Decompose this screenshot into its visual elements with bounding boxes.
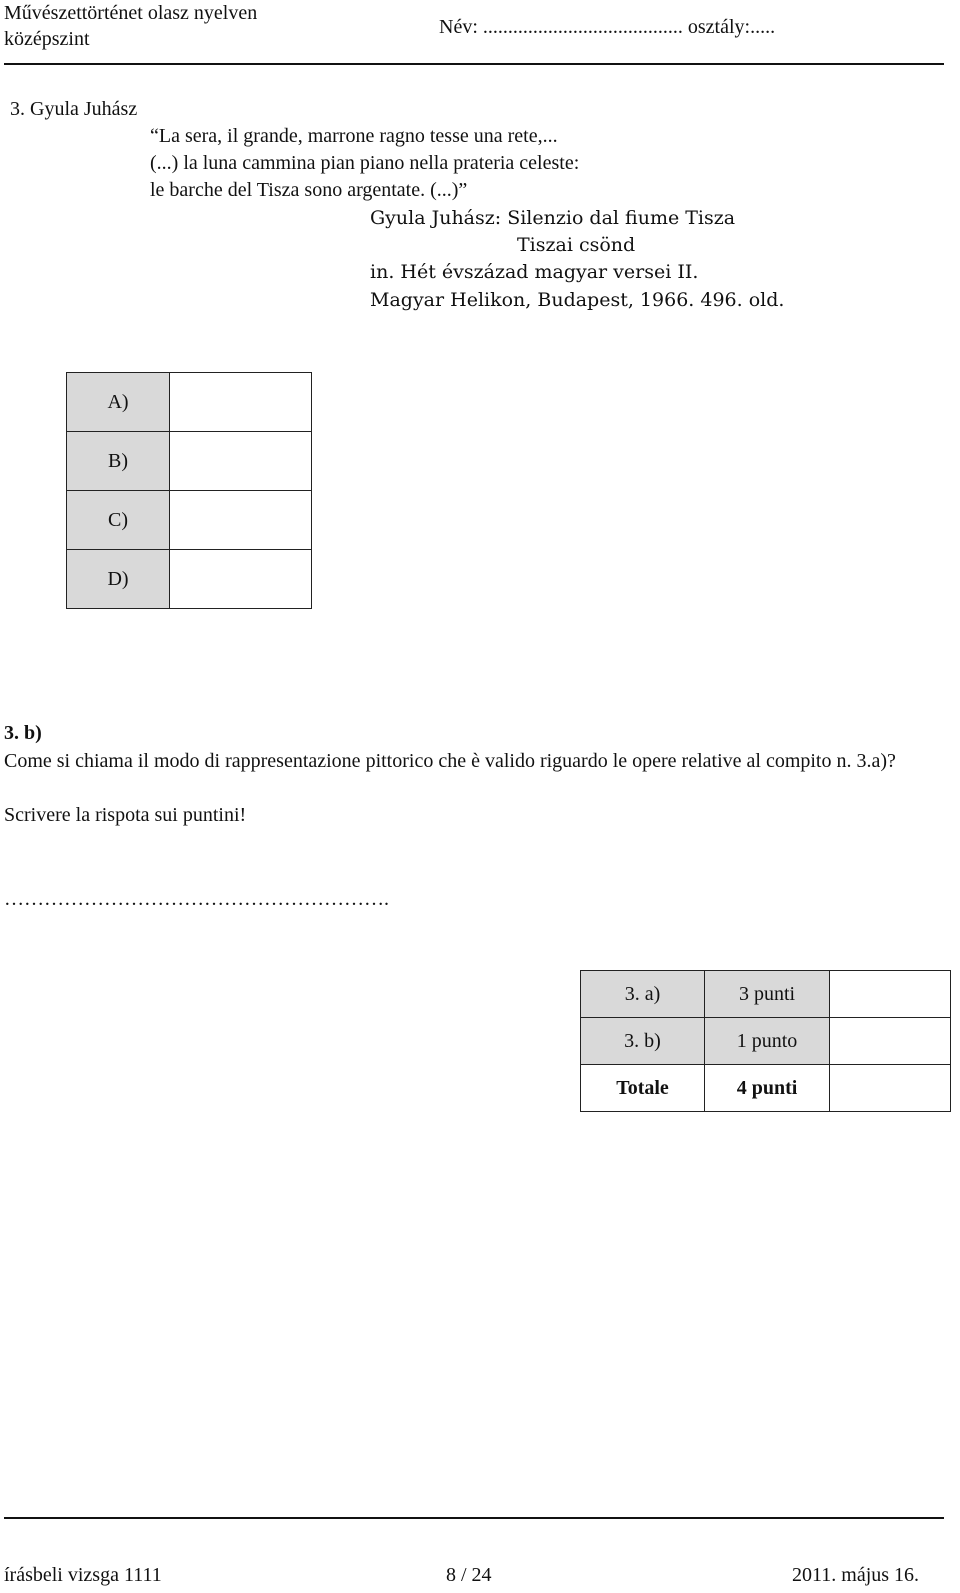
poem-line-1: “La sera, il grande, marrone ragno tesse una rete,... [150,125,558,147]
answer-cell[interactable] [170,491,312,550]
score-label: 3. a) [581,971,705,1018]
header-title [4,0,257,52]
answer-cell[interactable] [170,432,312,491]
score-table [580,970,951,1112]
score-row [581,1018,951,1065]
answer-label: D) [67,550,170,609]
answer-row [67,491,312,550]
footer-exam-code: írásbeli vizsga 1111 [4,1564,162,1586]
source-original-title: Tiszai csönd [517,234,636,256]
score-total-label: Totale [581,1065,705,1112]
answer-dotted-line[interactable]: …………………………………………………. [4,888,389,910]
answer-row [67,373,312,432]
score-row [581,971,951,1018]
score-total-points: 4 punti [705,1065,830,1112]
answer-row [67,550,312,609]
header-name-field: Név: ........................................ osztály:..... [439,16,776,38]
answer-label: B) [67,432,170,491]
score-label: 3. b) [581,1018,705,1065]
poem-line-3: le barche del Tisza sono argentate. (...)” [150,179,468,201]
source-author-title: Gyula Juhász: Silenzio dal fiume Tisza [370,207,736,229]
score-points: 1 punto [705,1018,830,1065]
footer-page-number: 8 / 24 [446,1564,492,1586]
question-title: 3. Gyula Juhász [10,98,138,120]
answer-grid [66,372,312,609]
score-total-row [581,1065,951,1112]
answer-label: A) [67,373,170,432]
score-entry[interactable] [830,971,951,1018]
source-anthology: in. Hét évszázad magyar versei II. [370,261,699,283]
score-points: 3 punti [705,971,830,1018]
header-divider [4,63,944,65]
answer-cell[interactable] [170,550,312,609]
answer-label: C) [67,491,170,550]
poem-line-2: (...) la luna cammina pian piano nella prateria celeste: [150,152,580,174]
source-publisher: Magyar Helikon, Budapest, 1966. 496. old. [370,289,785,311]
answer-cell[interactable] [170,373,312,432]
question-b-title: 3. b) [4,722,42,744]
answer-row [67,432,312,491]
header-level: középszint [4,28,90,50]
footer-date: 2011. május 16. [792,1564,920,1586]
question-b-text: Come si chiama il modo di rappresentazione pittorico che è valido riguardo le opere relative al compito n. 3.a)? [4,750,896,772]
score-total-entry[interactable] [830,1065,951,1112]
header-subject: Művészettörténet olasz nyelven [4,2,258,24]
score-entry[interactable] [830,1018,951,1065]
question-b-instruction: Scrivere la rispota sui puntini! [4,804,247,826]
footer-divider [4,1517,944,1519]
